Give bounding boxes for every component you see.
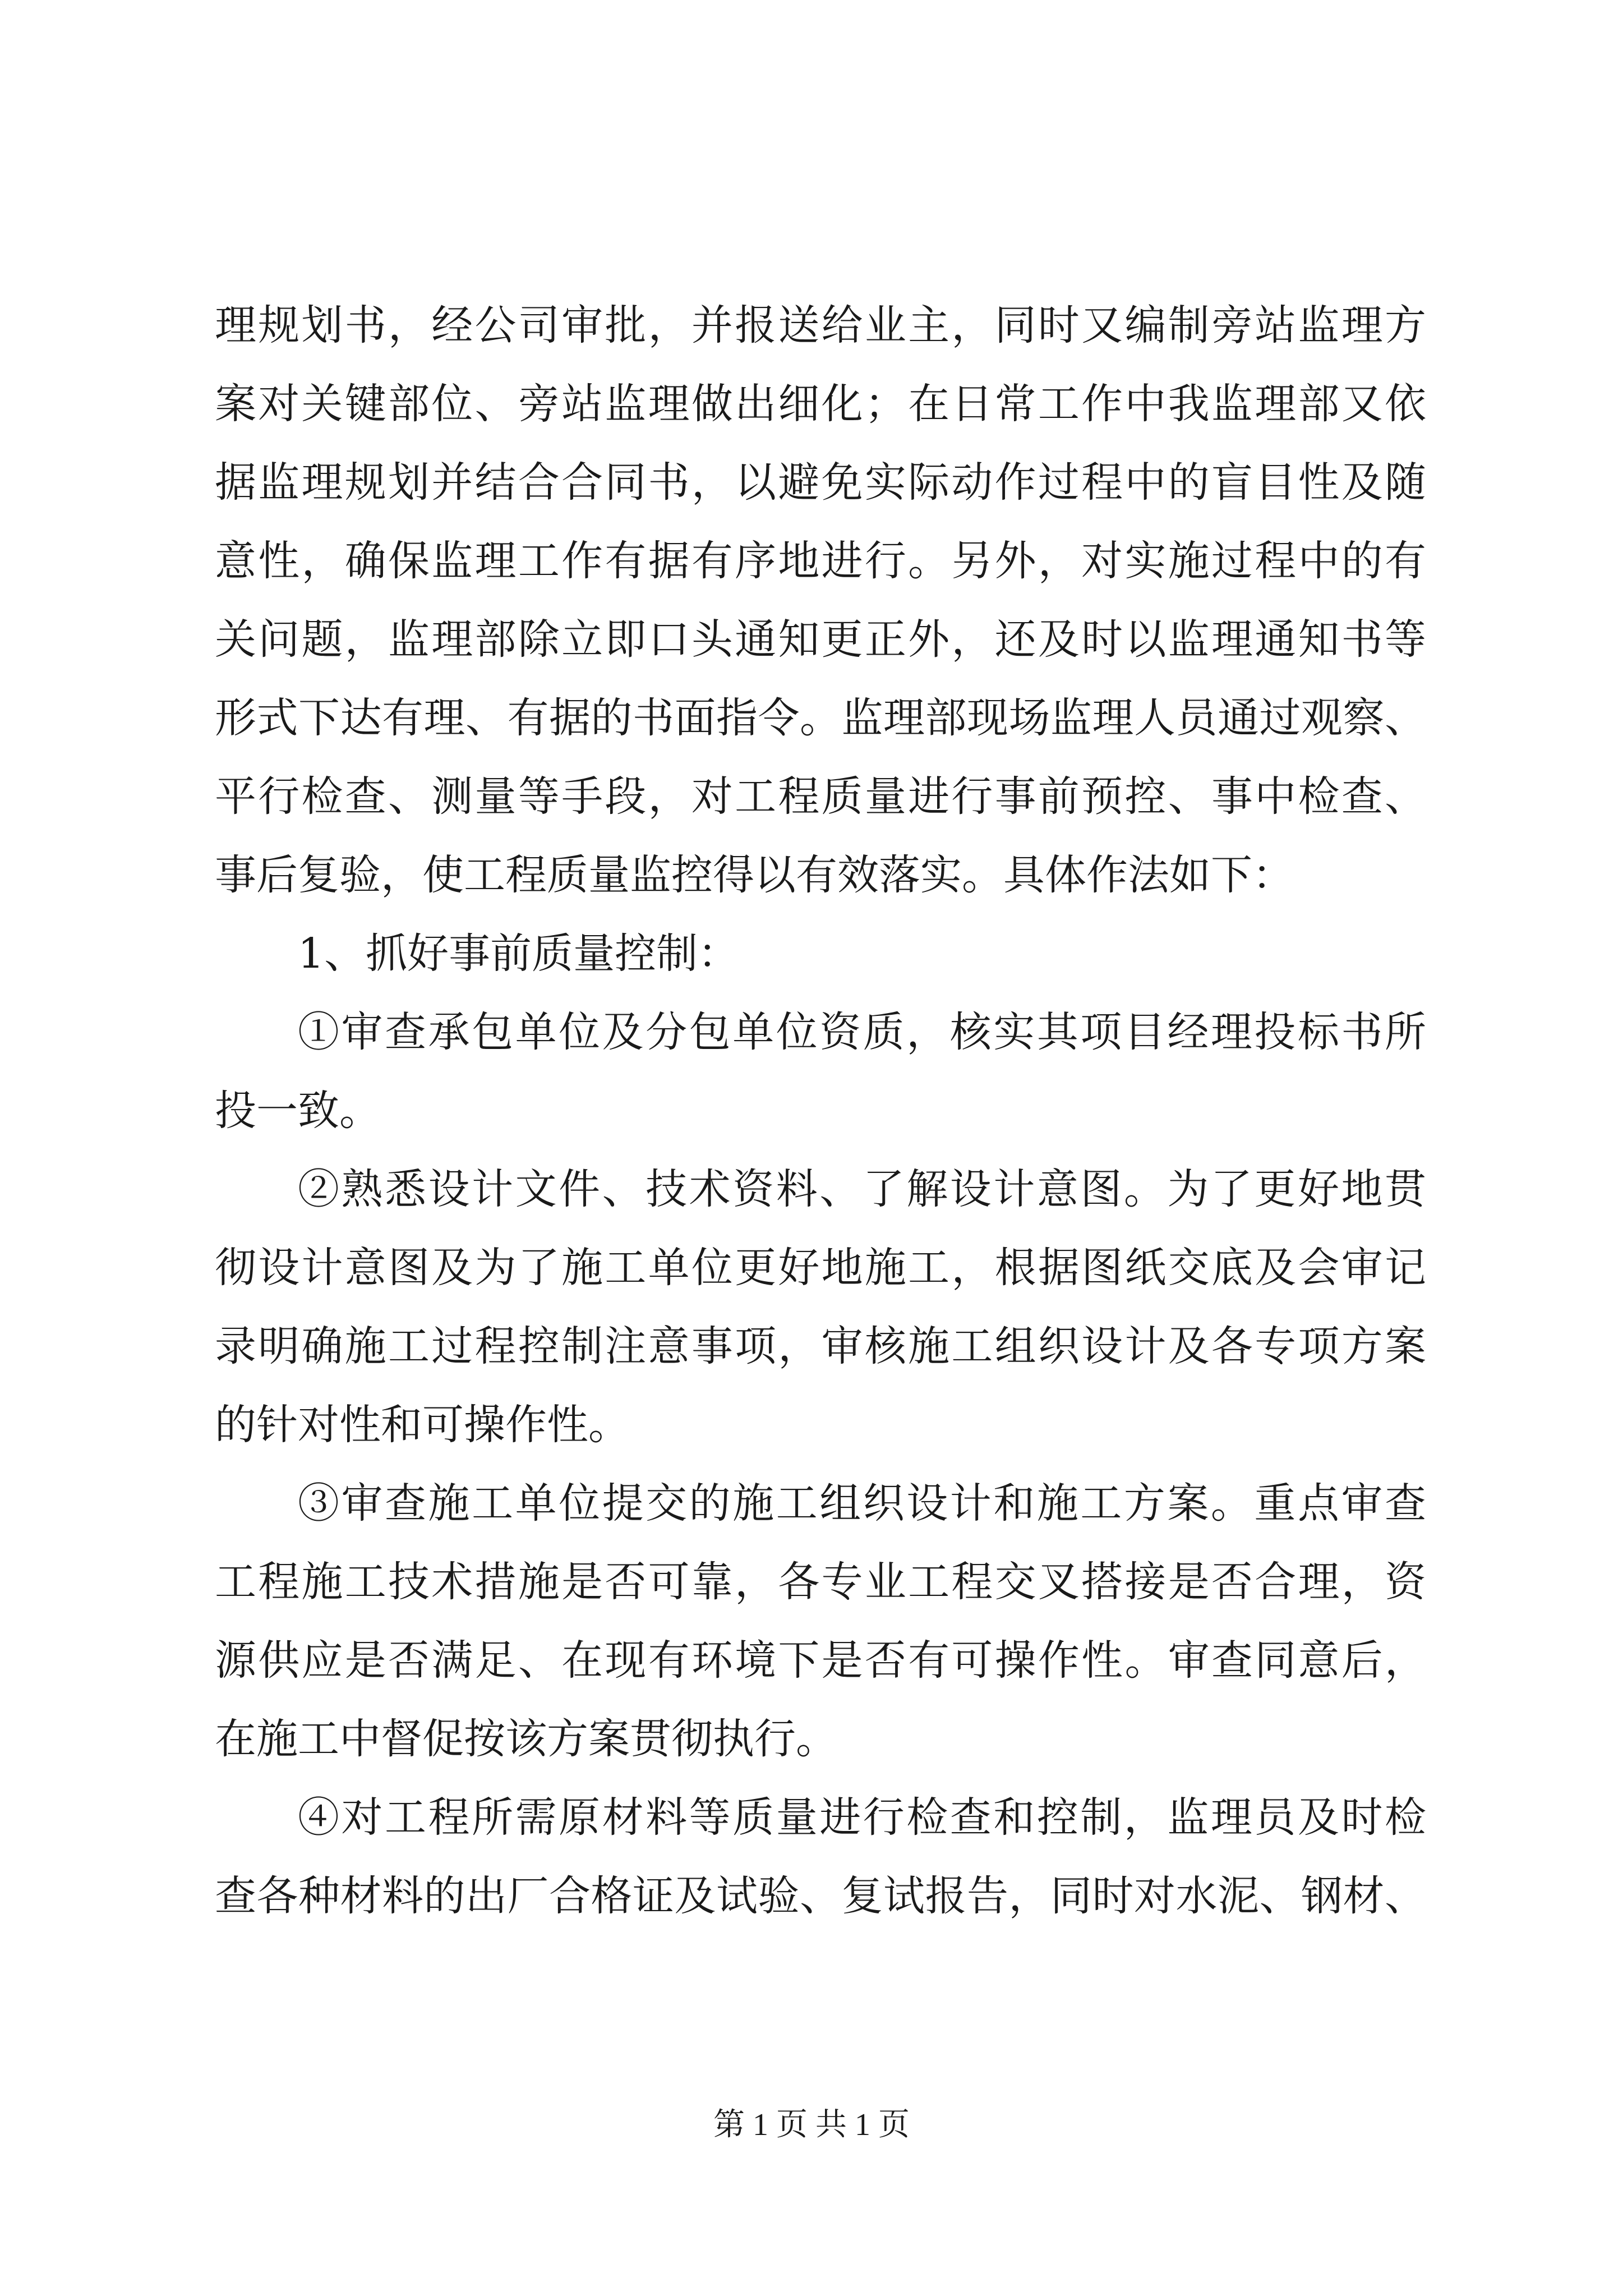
text-line: 源供应是否满足、在现有环境下是否有可操作性。审查同意后， [215,1636,1426,1685]
text-line: 彻设计意图及为了施工单位更好地施工，根据图纸交底及会审记 [215,1244,1426,1292]
text-line: ④对工程所需原材料等质量进行检查和控制，监理员及时检 [298,1793,1426,1842]
text-line: 查各种材料的出厂合格证及试验、复试报告，同时对水泥、钢材、 [215,1872,1426,1920]
text-line: 理规划书，经公司审批，并报送给业主，同时又编制旁站监理方 [215,301,1426,349]
section-heading: 1、抓好事前质量控制： [298,930,740,978]
text-line: 录明确施工过程控制注意事项，审核施工组织设计及各专项方案 [215,1322,1426,1370]
text-line: 意性，确保监理工作有据有序地进行。另外，对实施过程中的有 [215,537,1426,585]
text-line: 投一致。 [215,1087,381,1135]
text-line: ①审查承包单位及分包单位资质，核实其项目经理投标书所 [298,1008,1426,1056]
text-line: 关问题，监理部除立即口头通知更正外，还及时以监理通知书等 [215,615,1426,664]
text-line: ③审查施工单位提交的施工组织设计和施工方案。重点审查 [298,1479,1426,1527]
text-line: 形式下达有理、有据的书面指令。监理部现场监理人员通过观察、 [215,694,1426,742]
text-line: 据监理规划并结合合同书，以避免实际动作过程中的盲目性及随 [215,458,1426,507]
text-line: 在施工中督促按该方案贯彻执行。 [215,1715,837,1763]
text-line: ②熟悉设计文件、技术资料、了解设计意图。为了更好地贯 [298,1165,1426,1213]
page-number-footer: 第 1 页 共 1 页 [713,2108,910,2142]
text-line: 工程施工技术措施是否可靠，各专业工程交叉搭接是否合理，资 [215,1558,1426,1606]
text-line: 的针对性和可操作性。 [215,1401,630,1449]
text-line: 案对关键部位、旁站监理做出细化；在日常工作中我监理部又依 [215,380,1426,428]
text-line: 事后复验，使工程质量监控得以有效落实。具体作法如下： [215,851,1294,899]
text-line: 平行检查、测量等手段，对工程质量进行事前预控、事中检查、 [215,772,1426,821]
